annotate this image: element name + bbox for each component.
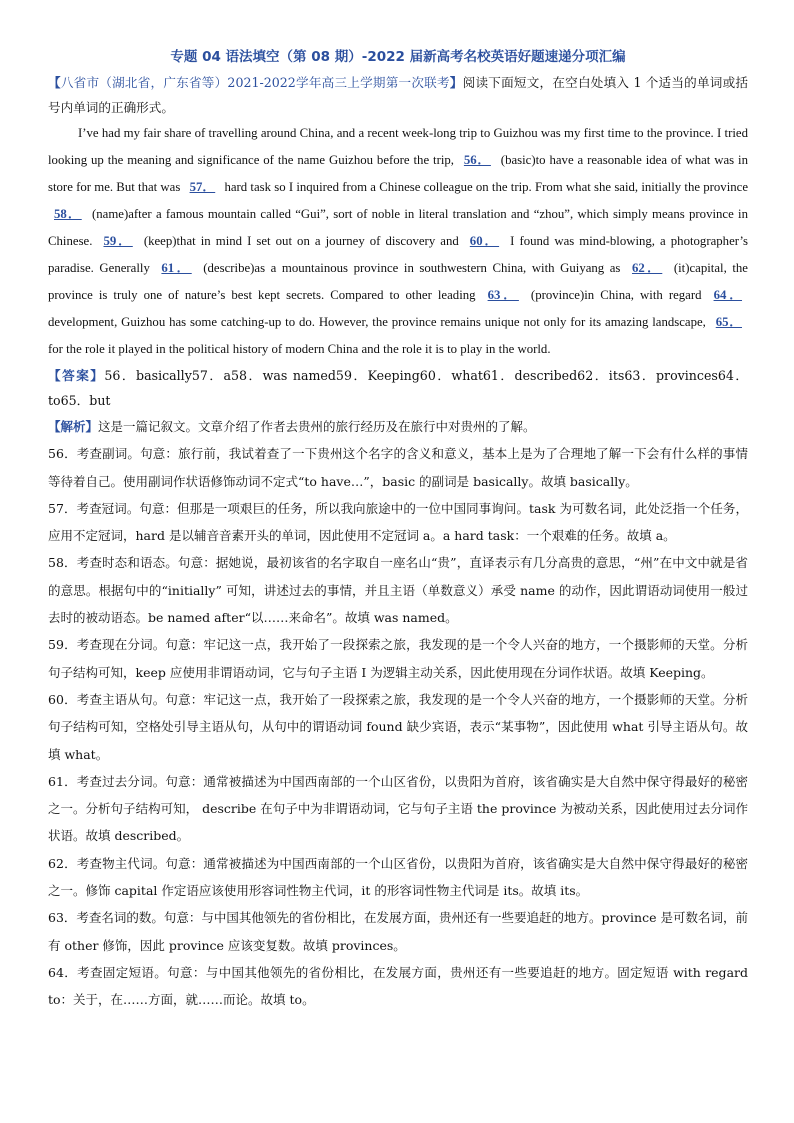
explanation-63: 63．考查名词的数。句意：与中国其他领先的省份相比，在发展方面，贵州还有一些要追赶的地方。province 是可数名词，前有 other 修饰，因此 province 应该变复数。故填 provinces。 xyxy=(48,910,748,953)
passage-text: I’ve had my fair share of travelling around China, and a recent week-long trip to Guizhou was my first time to the province. I tried looking up the meaning and significance of the name Guizhou before the trip, xyxy=(48,126,748,167)
passage-text: (province)in China, with regard xyxy=(524,288,708,302)
source-bracket-left: 【 xyxy=(48,75,61,90)
explanation-57: 57．考查冠词。句意：但那是一项艰巨的任务，所以我向旅途中的一位中国同事询问。task 为可数名词，此处泛指一个任务，应用不定冠词，hard 是以辅音音素开头的单词，因此使用不定冠词 a。a hard task：一个艰难的任务。故填 a。 xyxy=(48,500,748,544)
answer-text: 56．basically57．a58．was named59．Keeping60．what61．described62．its63．provinces64．to65．but xyxy=(48,368,748,408)
blank-56: 56． xyxy=(463,153,491,167)
page-title: 专题 04 语法填空（第 08 期）-2022 届新高考名校英语好题速递分项汇编 xyxy=(170,49,626,65)
passage-text: (basic)to have a reasonable idea of what was in store for me. But that was xyxy=(48,153,748,194)
explanation-56: 56．考查副词。句意：旅行前，我试着查了一下贵州这个名字的含义和意义，基本上是为了合理地了解一下会有什么样的事情等待着自己。使用副词作状语修饰动词不定式“to have…”，basic 的副词是 basically。故填 basically。 xyxy=(48,446,748,489)
passage-text: I found was mind-blowing, a photographer’s paradise. Generally xyxy=(48,234,749,275)
blank-63: 63． xyxy=(487,288,519,302)
analysis-summary-text: 这是一篇记叙文。文章介绍了作者去贵州的旅行经历及在旅行中对贵州的了解。 xyxy=(98,419,536,434)
explanation-58: 58．考查时态和语态。句意：据她说，最初该省的名字取自一座名山“贵”，直译表示有几分高贵的意思，“州”在中文中就是省的意思。根据句中的“initially” 可知，讲述过去的事情，并且主语（单数意义）承受 name 的动作，因此谓语动词使用一般过去时的被动语态。be named after“以……来命名”。故填 was named。 xyxy=(48,555,748,626)
source-label: 八省市（湖北省，广东省等）2021-2022学年高三上学期第一次联考 xyxy=(60,75,450,90)
passage-text: development, Guizhou has some catching-up to do. However, the province remains unique not only for its amazing landscape, xyxy=(48,315,710,329)
instruction-text: 阅读下面短文，在空白处填入 1 个适当的单词或括号内单词的正确形式。 xyxy=(48,75,749,115)
blank-59: 59． xyxy=(103,234,133,248)
blank-60: 60． xyxy=(469,234,500,248)
analysis-label: 【解析】 xyxy=(48,419,99,434)
passage-text: (describe)as a mountainous province in southwestern China, with Guiyang as xyxy=(197,261,626,275)
question-intro xyxy=(48,70,748,120)
passage-text: (keep)that in mind I set out on a journey of discovery and xyxy=(138,234,464,248)
explanation-60: 60．考查主语从句。句意：牢记这一点，我开始了一段探索之旅，我发现的是一个令人兴奋的地方，一个摄影师的天堂。分析句子结构可知，空格处引导主语从句，从句中的谓语动词 found 缺少宾语，表示“某事物”，因此使用 what 引导主语从句。故填 what。 xyxy=(48,691,748,762)
blank-57: 57． xyxy=(189,180,216,194)
blank-65: 65． xyxy=(715,315,742,329)
passage-text: (name)after a famous mountain called “Gui”, sort of noble in literal translation and “zhou”, which simply means province in Chinese. xyxy=(48,207,749,248)
explanation-62: 62．考查物主代词。句意：通常被描述为中国西南部的一个山区省份，以贵阳为首府，该省确实是大自然中保守得最好的秘密之一。修饰 capital 作定语应该使用形容词性物主代词，it 的形容词性物主代词是 its。故填 its。 xyxy=(48,855,748,899)
answer-label: 【答案】 xyxy=(48,368,105,383)
passage-text: for the role it played in the political history of modern China and the role it is to play in the world. xyxy=(48,342,551,356)
answer-line xyxy=(48,363,748,413)
passage-text: hard task so I inquired from a Chinese colleague on the trip. From what she said, initially the province xyxy=(221,180,749,194)
reading-passage xyxy=(48,120,748,363)
passage-text: (it)capital, the province is truly one of nature’s best kept secrets. Compared to other leading xyxy=(48,261,748,302)
analysis-summary xyxy=(48,413,748,440)
blank-62: 62． xyxy=(631,261,663,275)
explanation-61: 61．考查过去分词。句意：通常被描述为中国西南部的一个山区省份，以贵阳为首府，该省确实是大自然中保守得最好的秘密之一。分析句子结构可知， describe 在句子中为非谓语动词，它与句子主语 the province 为被动关系，因此使用过去分词作状语。故填 described。 xyxy=(48,773,748,844)
blank-64: 64． xyxy=(713,288,743,302)
source-bracket-right: 】 xyxy=(449,75,463,90)
blank-61: 61． xyxy=(161,261,192,275)
explanation-64: 64．考查固定短语。句意：与中国其他领先的省份相比，在发展方面，贵州还有一些要追赶的地方。固定短语 with regard to：关于，在……方面，就……而论。故填 to。 xyxy=(48,964,748,1008)
blank-58: 58． xyxy=(54,207,82,221)
explanation-59: 59．考查现在分词。句意：牢记这一点，我开始了一段探索之旅，我发现的是一个令人兴奋的地方，一个摄影师的天堂。分析句子结构可知，keep 应使用非谓语动词，它与句子主语 I 为逻辑主动关系，因此使用现在分词作状语。故填 Keeping。 xyxy=(48,637,748,680)
document-page xyxy=(48,46,748,1014)
